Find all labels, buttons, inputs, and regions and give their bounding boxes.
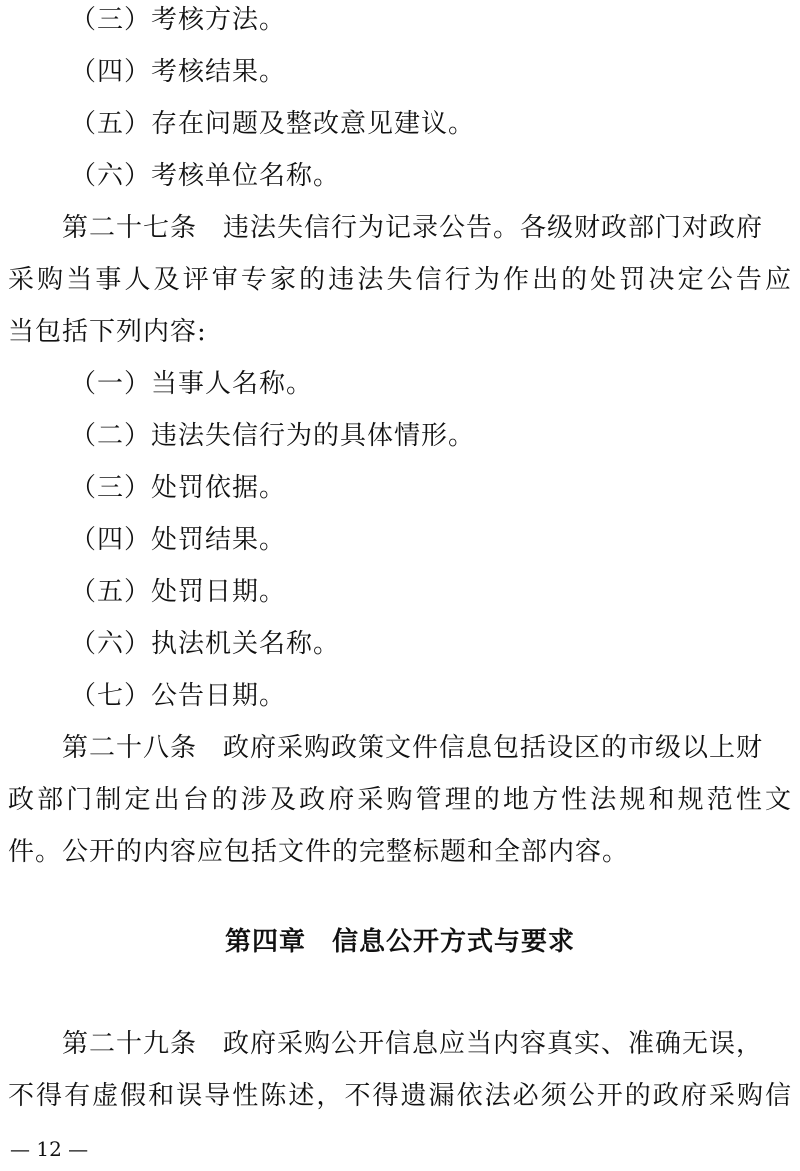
list-item: （四）考核结果。 [70,57,287,87]
list-item: （三）处罚依据。 [70,473,287,503]
article-28-first-line [62,731,792,765]
article-label: 第二十七条 [62,213,198,243]
list-item: （三）考核方法。 [70,5,287,35]
list-item: （五）存在问题及整改意见建议。 [70,109,476,139]
chapter-heading [0,925,800,959]
list-item: （四）处罚结果。 [70,525,287,555]
article-27-first-line [62,211,792,245]
list-item: （六）执法机关名称。 [70,629,341,659]
paragraph-text: 政府采购公开信息应当内容真实、准确无误， [223,1029,764,1059]
paragraph-line: 采购当事人及评审专家的违法失信行为作出的处罚决定公告应 [8,265,792,295]
chapter-label: 第四章 [224,927,306,957]
paragraph-line: 不得有虚假和误导性陈述，不得遗漏依法必须公开的政府采购信 [8,1081,792,1111]
list-item: （六）考核单位名称。 [70,161,341,191]
list-item: （二）违法失信行为的具体情形。 [70,421,476,451]
article-label: 第二十八条 [62,733,198,763]
article-label: 第二十九条 [62,1029,198,1059]
paragraph-line: 当包括下列内容: [8,317,207,347]
paragraph-text: 政府采购政策文件信息包括设区的市级以上财 [223,733,764,763]
paragraph-line: 政部门制定出台的涉及政府采购管理的地方性法规和规范性文 [8,785,792,815]
list-item: （五）处罚日期。 [70,577,287,607]
chapter-title: 信息公开方式与要求 [332,927,576,957]
article-29-first-line [62,1027,792,1061]
paragraph-text: 违法失信行为记录公告。各级财政部门对政府 [223,213,764,243]
list-item: （一）当事人名称。 [70,369,314,399]
page-number: — 12 — [10,1137,89,1161]
paragraph-line: 件。公开的内容应包括文件的完整标题和全部内容。 [8,837,630,867]
list-item: （七）公告日期。 [70,681,287,711]
